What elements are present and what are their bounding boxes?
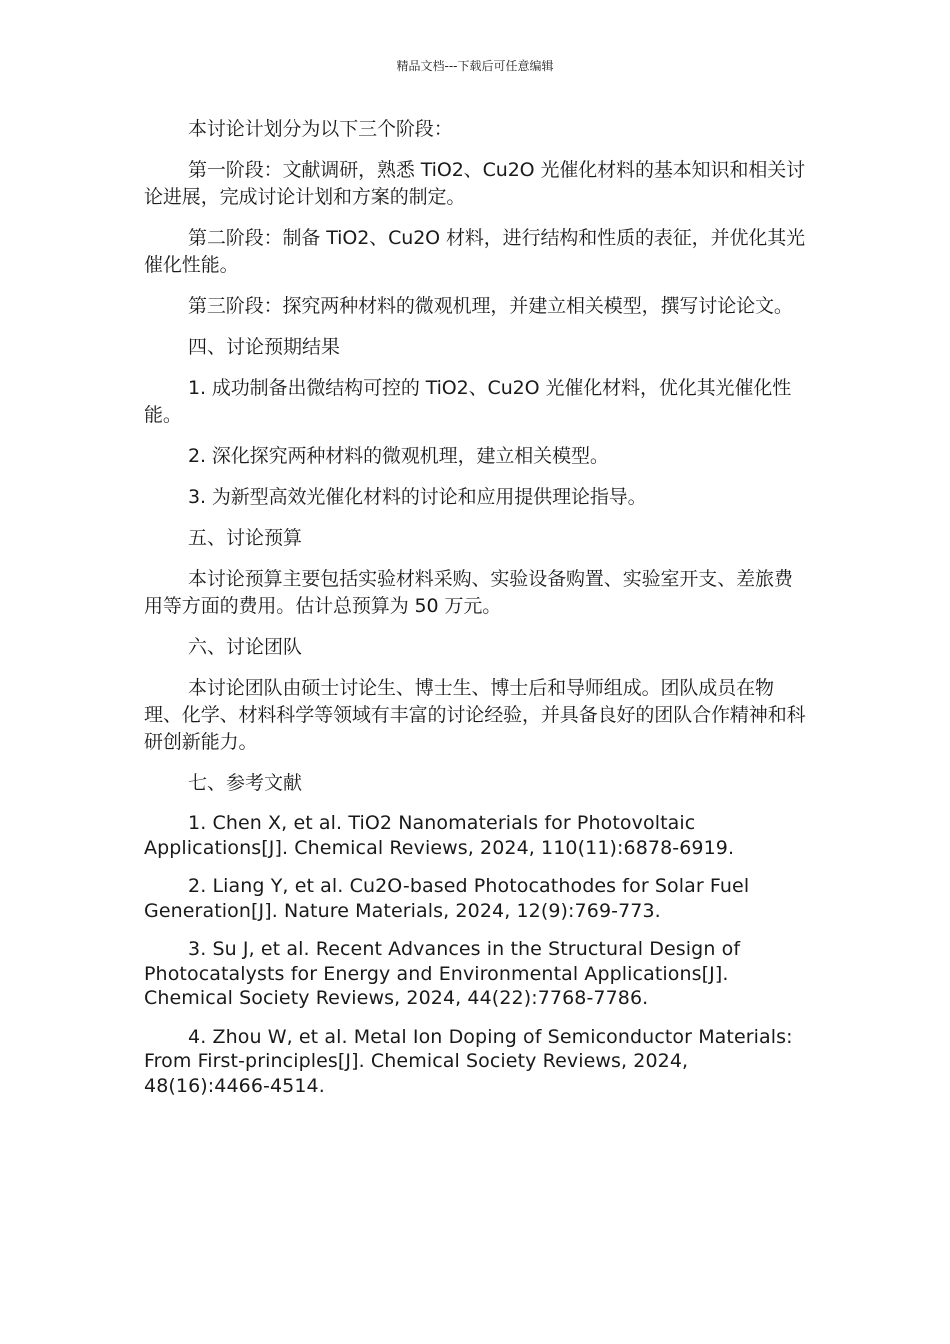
expected-result-2: 2. 深化探究两种材料的微观机理，建立相关模型。 [188, 445, 609, 467]
stage-3-paragraph: 第三阶段：探究两种材料的微观机理，并建立相关模型，撰写讨论论文。 [188, 295, 793, 317]
expected-result-3: 3. 为新型高效光催化材料的讨论和应用提供理论指导。 [188, 486, 647, 508]
reference-item: 1. Chen X, et al. TiO2 Nanomaterials for Photovoltaic Applications[J]. Chemical Reviews, 2024, 110(11):6878-6919. [144, 812, 735, 859]
page-header: 精品文档---下载后可任意编辑 [396, 59, 554, 73]
section-5-heading: 五、讨论预算 [188, 527, 303, 549]
section-6-heading: 六、讨论团队 [188, 636, 303, 658]
document-body [144, 116, 809, 1112]
reference-item: 4. Zhou W, et al. Metal Ion Doping of Semiconductor Materials: From First-principles[J]. Chemical Society Reviews, 2024, 48(16):4466-4514. [144, 1025, 793, 1097]
reference-item: 3. Su J, et al. Recent Advances in the Structural Design of Photocatalysts for Energy and Environmental Applications[J]. Chemical Society Reviews, 2024, 44(22):7768-7786. [144, 938, 741, 1009]
team-paragraph: 本讨论团队由硕士讨论生、博士生、博士后和导师组成。团队成员在物理、化学、材料科学等领域有丰富的讨论经验，并具备良好的团队合作精神和科研创新能力。 [144, 677, 806, 753]
stage-1-paragraph: 第一阶段：文献调研，熟悉 TiO2、Cu2O 光催化材料的基本知识和相关讨论进展，完成讨论计划和方案的制定。 [144, 159, 806, 208]
expected-result-1: 1. 成功制备出微结构可控的 TiO2、Cu2O 光催化材料，优化其光催化性能。 [144, 377, 792, 426]
stage-2-paragraph: 第二阶段：制备 TiO2、Cu2O 材料，进行结构和性质的表征，并优化其光催化性能。 [144, 227, 806, 276]
reference-item: 2. Liang Y, et al. Cu2O-based Photocathodes for Solar Fuel Generation[J]. Nature Materials, 2024, 12(9):769-773. [144, 875, 750, 922]
section-4-heading: 四、讨论预期结果 [188, 336, 341, 358]
intro-paragraph: 本讨论计划分为以下三个阶段： [188, 118, 453, 140]
budget-paragraph: 本讨论预算主要包括实验材料采购、实验设备购置、实验室开支、差旅费用等方面的费用。估计总预算为 50 万元。 [144, 568, 793, 617]
section-7-heading: 七、参考文献 [188, 772, 303, 794]
